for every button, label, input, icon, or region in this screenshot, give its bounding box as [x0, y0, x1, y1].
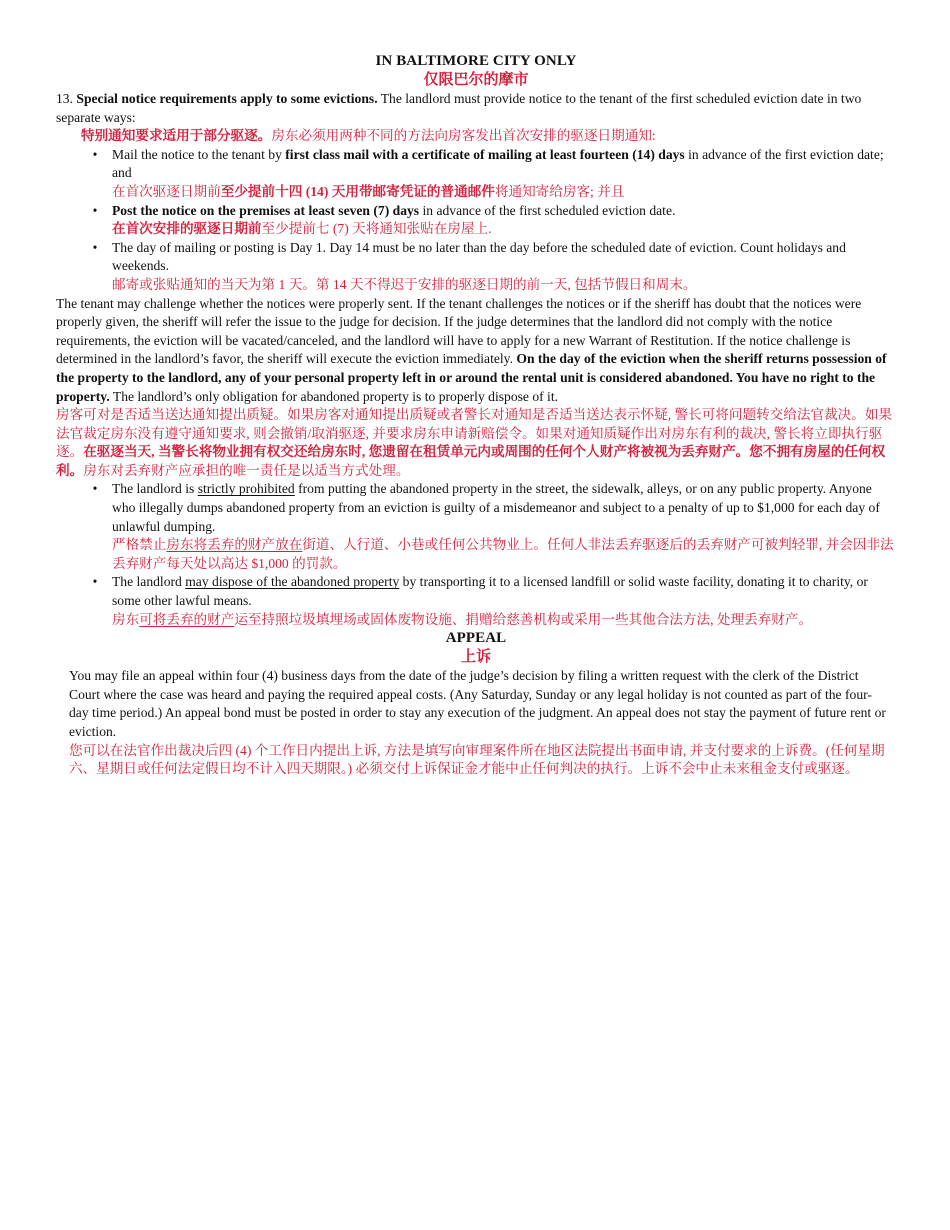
bullet-text-zh [112, 220, 896, 239]
bullet-text-zh [112, 183, 896, 202]
section13-lead-bold: Special notice requirements apply to some evictions. [76, 91, 378, 106]
bullet-text-zh [112, 611, 896, 630]
bullet-en-pre: The day of mailing or posting is Day 1. Day 14 must be no later than the day before the scheduled date of eviction. Count holidays and weekends. [112, 239, 846, 274]
challenge-zh-plain: 房客可对是否适当送达通知提出质疑。如果房客对通知提出质疑或者警长对通知是否适当送达表示怀疑, 警长可将问题转交给法官裁决。如果法官裁定房东没有遵守通知要求, 则会撤销/取消驱逐, 并要求房东申请新赔偿令。如果对通知质疑作出对房东有利的裁决, 警长将立即执行驱逐。 [56, 407, 893, 460]
bullet-text-en [112, 480, 896, 536]
bullet-zh-underline: 可将丢弃的财产 [139, 611, 235, 627]
bullet-text-en [112, 239, 896, 276]
appeal-title-zh: 上诉 [460, 649, 491, 666]
bullet-en-underline: may dispose of the abandoned property [185, 574, 400, 590]
bullet-zh-post: 将通知寄给房客; 并且 [494, 183, 625, 199]
section-number: 13. [56, 91, 73, 106]
bullet-en-post: by transporting it to a licensed landfill or solid waste facility, donating it to charity, or some other lawful means. [112, 574, 868, 609]
section13-zh-rest: 房东必须用两种不同的方法向房客发出首次安排的驱逐日期通知: [271, 128, 656, 144]
bullet-text-en [112, 146, 896, 183]
section13-zh-bold: 特别通知要求适用于部分驱逐。 [81, 128, 272, 144]
notice-bullet-mail [56, 146, 896, 202]
bullet-zh-pre: 邮寄或张贴通知的当天为第 1 天。第 14 天不得迟于安排的驱逐日期的前一天, 包括节假日和周末。 [112, 276, 697, 292]
property-bullet-dispose [56, 573, 896, 629]
challenge-paragraph-zh [56, 406, 896, 480]
bullet-zh-post: 至少提前七 (7) 天将通知张贴在房屋上. [261, 221, 492, 237]
section13-intro-en [56, 90, 896, 127]
bullet-en-post: in advance of the first eviction date; and [112, 146, 884, 181]
bullet-text-zh [112, 276, 896, 295]
property-bullet-prohibited [56, 480, 896, 573]
bullet-zh-bold: 在首次安排的驱逐日期前 [112, 221, 262, 237]
bullet-en-post: in advance of the first scheduled eviction date. [419, 202, 676, 218]
challenge-zh-tail: 房东对丢弃财产应承担的唯一责任是以适当方式处理。 [83, 462, 410, 478]
challenge-en-tail: The landlord’s only obligation for abandoned property is to properly dispose of it. [109, 388, 559, 404]
section13-lead-rest: The landlord must provide notice to the tenant of the first scheduled eviction date in two separate ways: [56, 91, 862, 125]
bullet-zh-post: 运至持照垃圾填埋场或固体废物设施、捐赠给慈善机构或采用一些其他合法方法, 处理丢弃财产。 [234, 611, 813, 627]
section13-intro-zh [56, 127, 896, 146]
bullet-en-pre: The landlord [112, 574, 186, 590]
abandoned-property-bullet-list [56, 480, 896, 629]
bullet-zh-pre: 严格禁止 [112, 537, 167, 553]
bullet-en-pre: Mail the notice to the tenant by [112, 146, 286, 162]
bullet-en-pre: The landlord is [112, 481, 198, 497]
bullet-icon: • [92, 202, 98, 218]
bullet-en-bold: first class mail with a certificate of mailing at least fourteen (14) days [285, 146, 685, 162]
bullet-text-zh [112, 536, 896, 573]
appeal-body-zh: 您可以在法官作出裁决后四 (4) 个工作日内提出上诉, 方法是填写向审理案件所在地区法院提出书面申请, 并支付要求的上诉费。(任何星期六、星期日或任何法定假日均不计入四天期限。) 必须交付上诉保证金才能中止任何判决的执行。上诉不会中止未来租金支付或驱逐。 [69, 742, 885, 777]
challenge-paragraph-en [56, 295, 896, 407]
challenge-zh-bold: 在驱逐当天, 当警长将物业拥有权交还给房东时, 您遗留在租赁单元内或周围的任何个人财产将被视为丢弃财产。您不拥有房屋的任何权利。 [56, 444, 886, 478]
bullet-icon: • [92, 574, 98, 590]
bullet-en-post: from putting the abandoned property in the street, the sidewalk, alleys, or on any public property. Anyone who illegally dumps abandoned property from an eviction is guilty of a misdemeanor and subject to a penalty of up to $1,000 for each day of unlawful dumping. [112, 481, 880, 534]
appeal-title-en: APPEAL [445, 630, 507, 647]
appeal-body-en: You may file an appeal within four (4) business days from the date of the judge’s decision by filing a written request with the clerk of the District Court where the case was heard and paying the required appeal costs. (Any Saturday, Sunday or any legal holiday is not counted as part of the four-day time period.) An appeal bond must be posted in order to stay any execution of the judgment. An appeal does not stay the payment of future rent or eviction. [69, 668, 886, 739]
bullet-zh-bold: 至少提前十四 (14) 天用带邮寄凭证的普通邮件 [220, 183, 495, 199]
section-title-zh: 仅限巴尔的摩市 [423, 72, 529, 88]
bullet-en-underline: strictly prohibited [197, 481, 295, 497]
challenge-en-plain: The tenant may challenge whether the notices were properly sent. If the tenant challenges the notices or if the sheriff has doubt that the notices were properly given, the sheriff will refer the issue to the judge for decision. If the judge determines that the landlord did not comply with the notice requirements, the eviction will be vacated/canceled, and the landlord will have to apply for a new Warrant of Restitution. If the notice challenge is determined in the landlord’s favor, the sheriff will execute the eviction immediately. [56, 295, 862, 367]
document-page [56, 52, 896, 779]
bullet-zh-underline: 房东将丢弃的财产放在 [166, 537, 303, 553]
bullet-en-bold: Post the notice on the premises at least seven (7) days [112, 202, 420, 218]
bullet-icon: • [92, 481, 98, 497]
bullet-zh-post: 街道、人行道、小巷或任何公共物业上。任何人非法丢弃驱逐后的丢弃财产可被判轻罪, 并会因非法丢弃财产每天处以高达 $1,000 的罚款。 [112, 537, 894, 571]
bullet-icon: • [92, 146, 98, 162]
appeal-section [56, 667, 896, 779]
bullet-text-en [112, 202, 896, 221]
bullet-icon: • [92, 239, 98, 255]
section-title-en: IN BALTIMORE CITY ONLY [375, 53, 577, 69]
bullet-zh-pre: 在首次驱逐日期前 [112, 183, 221, 199]
bullet-text-en [112, 573, 896, 610]
notice-bullet-day-count [56, 239, 896, 295]
notice-bullet-list [56, 146, 896, 295]
notice-bullet-post [56, 202, 896, 239]
bullet-zh-pre: 房东 [112, 611, 140, 627]
challenge-en-bold: On the day of the eviction when the sheriff returns possession of the property to the landlord, any of your personal property left in or around the rental unit is considered abandoned. You have no right to the property. [56, 351, 887, 404]
